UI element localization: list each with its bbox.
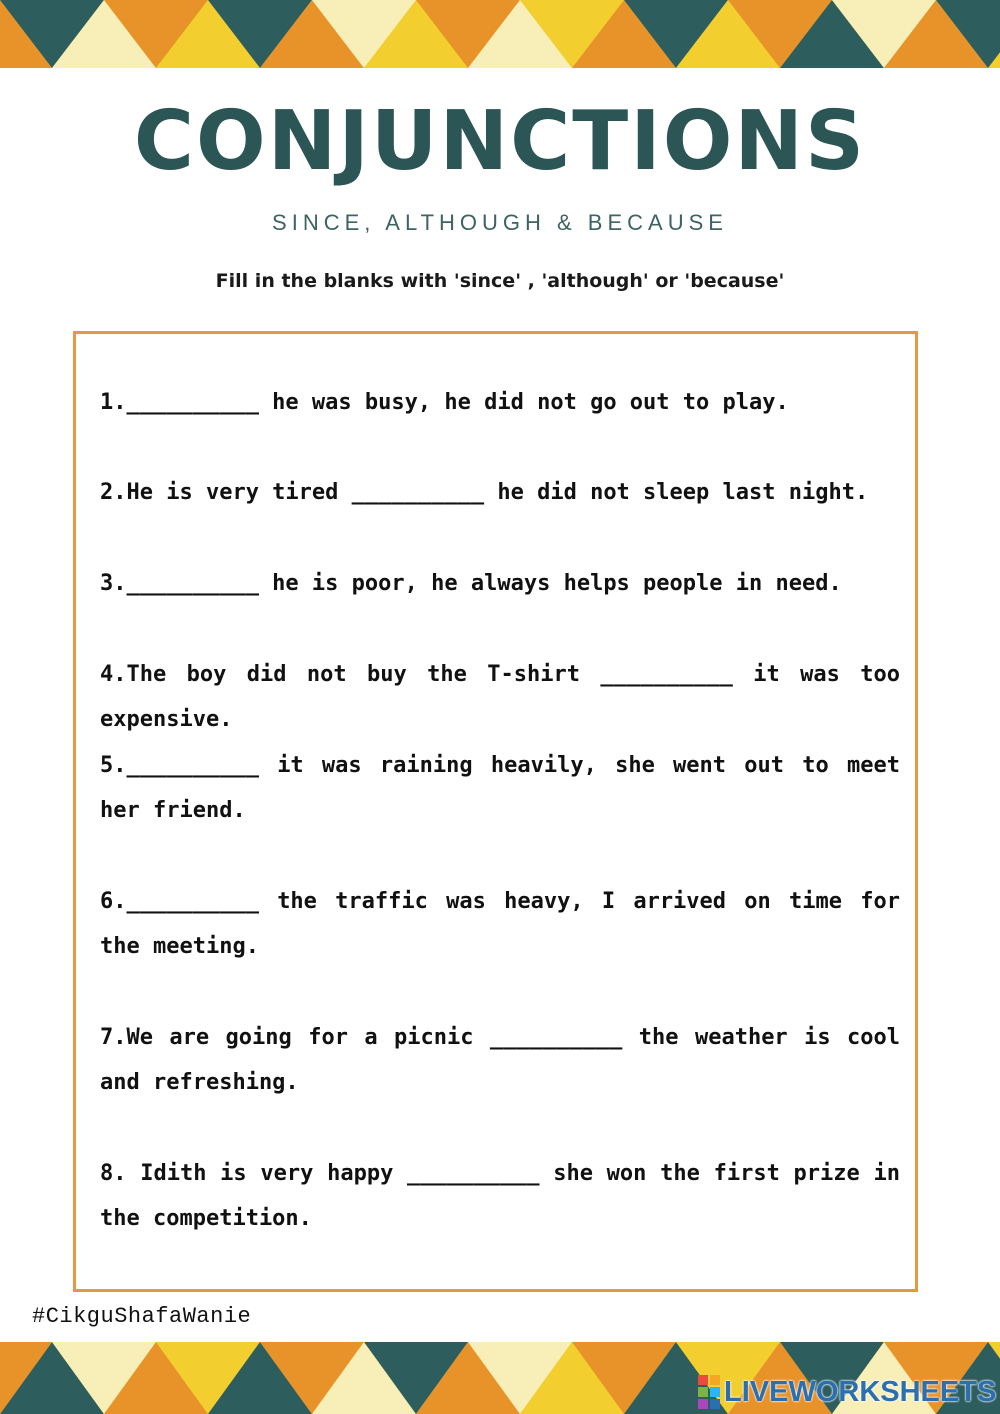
top-decorative-band (0, 0, 1000, 68)
question-8: 8. Idith is very happy __________ she won the first prize in the competition. (100, 1161, 900, 1231)
question-1: 1.__________ he was busy, he did not go out to play. (100, 390, 789, 415)
liveworksheets-brand[interactable] (698, 1372, 996, 1412)
question-5: 5.__________ it was raining heavily, she went out to meet her friend. (100, 753, 900, 823)
page-subtitle: SINCE, ALTHOUGH & BECAUSE (272, 210, 728, 235)
author-hashtag: #CikguShafaWanie (32, 1304, 252, 1329)
top-triangle-pattern (0, 0, 1000, 68)
question-7: 7.We are going for a picnic __________ the weather is cool and refreshing. (100, 1025, 900, 1095)
liveworksheets-logo-icon (698, 1375, 720, 1409)
question-2: 2.He is very tired __________ he did not sleep last night. (100, 480, 869, 505)
brand-name: LIVEWORKSHEETS (724, 1375, 997, 1408)
question-4: 4.The boy did not buy the T-shirt __________ it was too expensive. (100, 662, 900, 732)
instruction-text: Fill in the blanks with 'since' , 'although' or 'because' (215, 270, 785, 292)
question-6: 6.__________ the traffic was heavy, I arrived on time for the meeting. (100, 889, 900, 959)
question-3: 3.__________ he is poor, he always helps people in need. (100, 571, 842, 596)
page-title: CONJUNCTIONS (133, 94, 867, 189)
